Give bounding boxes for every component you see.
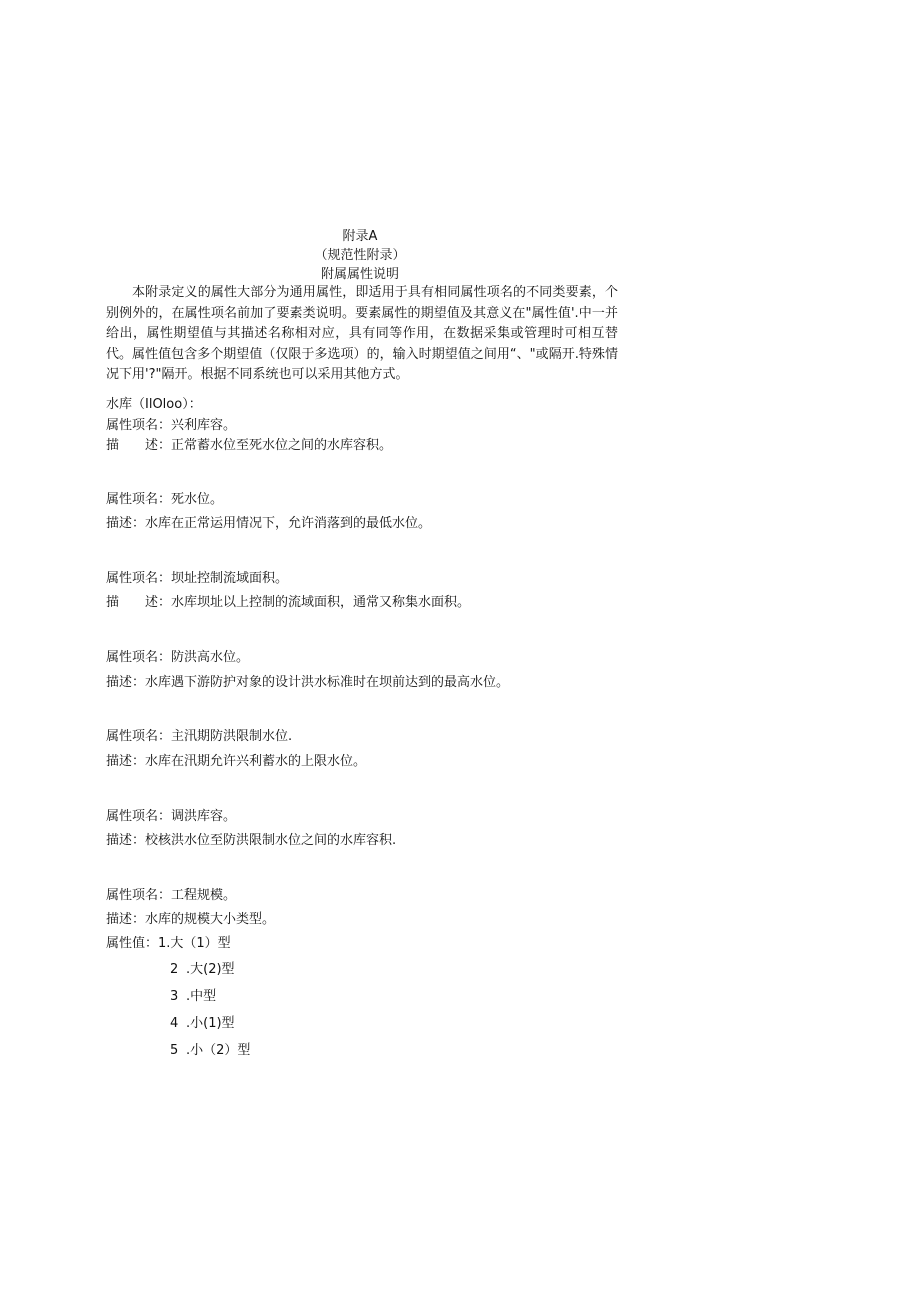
attribute-description: 描 述：正常蓄水位至死水位之间的水库容积。 [106,438,393,453]
attribute-description: 描述：水库在汛期允许兴利蓄水的上限水位。 [106,754,367,769]
value-text: .大(2)型 [186,962,235,977]
attribute-description: 描述：水库遇下游防护对象的设计洪水标准时在坝前达到的最高水位。 [106,675,510,690]
attribute-name: 属性项名：调洪库容。 [106,809,237,824]
section-title: 附属属性说明 [320,267,399,282]
value-text: .小(1)型 [186,1016,235,1031]
attribute-description: 描 述：水库坝址以上控制的流域面积，通常又称集水面积。 [106,595,471,610]
value-number: 5 [170,1043,179,1058]
value-number: 2 [170,962,179,977]
attribute-name: 属性项名：主汛期防洪限制水位. [106,729,293,744]
attribute-description: 描述：校核洪水位至防洪限制水位之间的水库容积. [106,833,397,848]
appendix-subtitle: （规范性附录） [314,248,406,263]
entity-title: 水库（IlOloo）： [106,397,202,412]
appendix-title: 附录A [342,229,378,244]
attribute-name: 属性项名：工程规模。 [106,888,237,903]
attribute-name: 属性项名：坝址控制流域面积。 [106,571,289,586]
value-text: .中型 [186,989,217,1004]
value-text: .小（2）型 [186,1043,251,1058]
intro-paragraph: 本附录定义的属性大部分为通用属性，即适用于具有相同属性项名的不同类要素，个别例外的，在属性项名前加了要素类说明。要素属性的期望值及其意义在"属性值'.中一并给出，属性期望值与其描述名称相对应，具有同等作用，在数据采集或管理时可相互替代。属性值包含多个期望值（仅限于多选项）的，输入时期望值之间用“、"或隔开.特殊情况下用'?"隔开。根据不同系统也可以采用其他方式。 [106,285,618,382]
attribute-description: 描述：水库在正常运用情况下，允许消落到的最低水位。 [106,516,432,531]
attribute-values-label: 属性值：1.大（1）型 [106,936,231,951]
attribute-name: 属性项名：兴利库容。 [106,418,237,433]
attribute-name: 属性项名：防洪高水位。 [106,650,250,665]
attribute-description: 描述：水库的规模大小类型。 [106,912,276,927]
attribute-name: 属性项名：死水位。 [106,492,224,507]
value-number: 4 [170,1016,179,1031]
value-number: 3 [170,989,179,1004]
